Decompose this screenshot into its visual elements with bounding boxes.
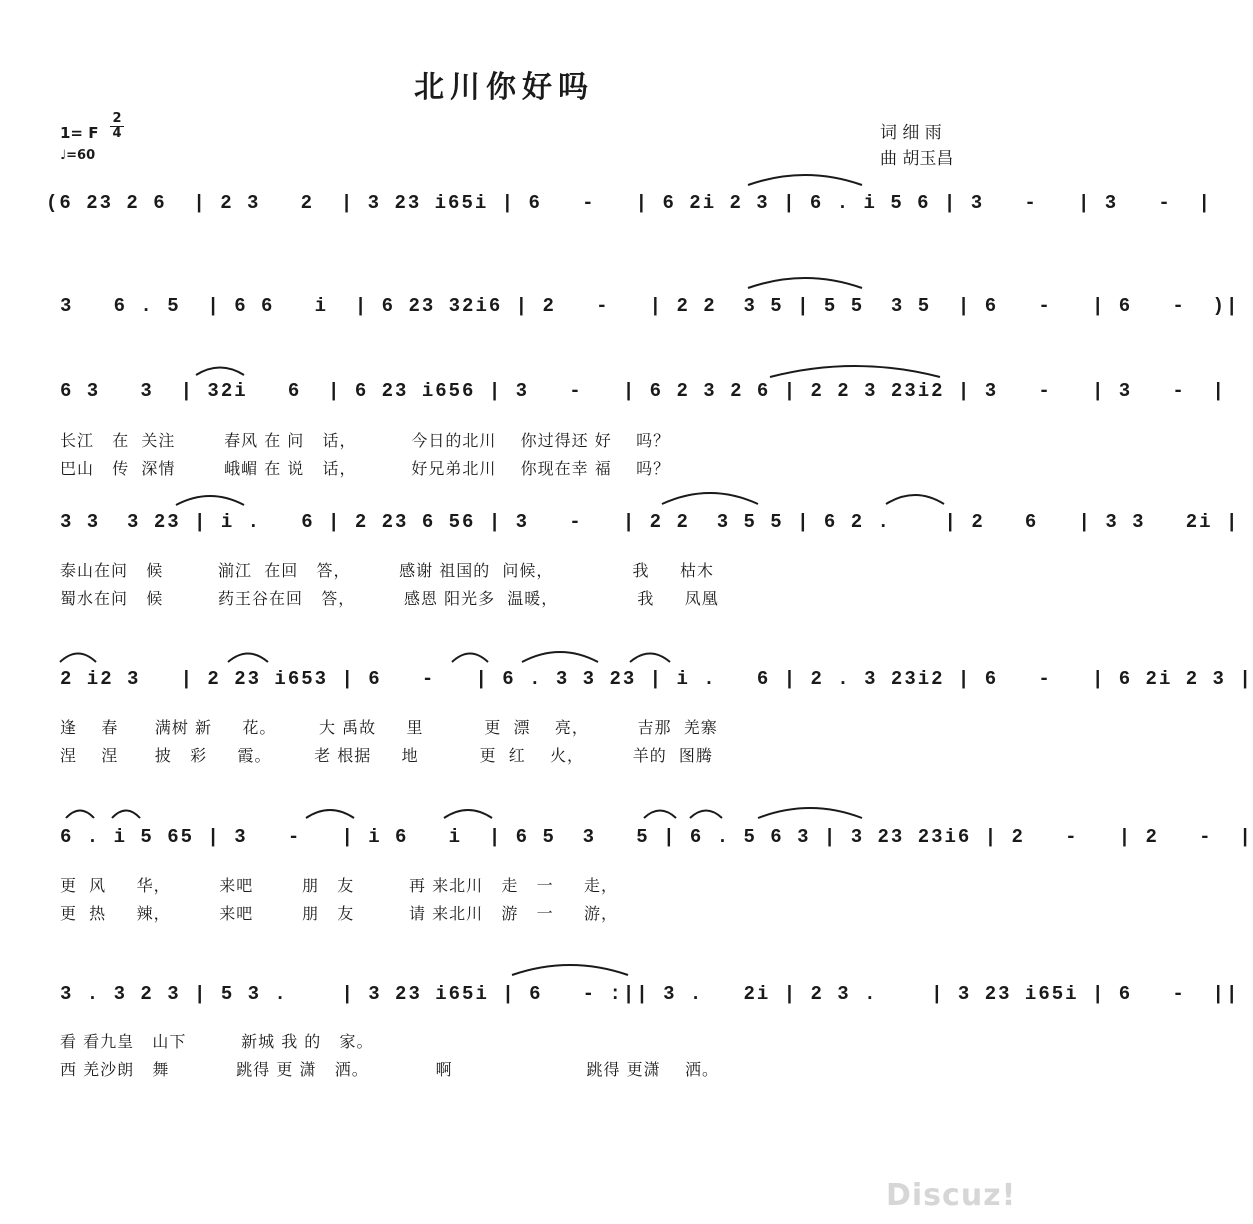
slur (522, 652, 598, 662)
slur (630, 654, 670, 663)
time-signature-bottom: 4 (112, 126, 122, 141)
tempo-marking: ♩=60 (60, 148, 96, 163)
time-signature (110, 112, 124, 141)
staff-7-notes: 3 . 3 2 3 | 5 3 . | 3 23 i65i | 6 - :|| 3 . 2i | 2 3 . | 3 23 i65i | 6 - || (60, 983, 1240, 1005)
slur (196, 368, 244, 376)
slur (748, 175, 862, 185)
staff-5-notes: 2 i2 3 | 2 23 i653 | 6 - | 6 . 3 3 23 | i . 6 | 2 . 3 23i2 | 6 - | 6 2i 2 3 | (60, 668, 1253, 690)
composer-credit: 曲 胡玉昌 (880, 149, 954, 169)
slur (444, 810, 492, 818)
staff-3-notes: 6 3 3 | 32i 6 | 6 23 i656 | 3 - | 6 2 3 2 6 | 2 2 3 23i2 | 3 - | 3 - | (60, 380, 1226, 402)
slur (886, 495, 944, 504)
staff-6-lyric-verse-2: 更 热 辣， 来吧 朋 友 请 来北川 游 一 游， (60, 904, 619, 923)
key-signature: 1= F (60, 124, 99, 142)
staff-4-notes: 3 3 3 23 | i . 6 | 2 23 6 56 | 3 - | 2 2 3 5 5 | 6 2 . | 2 6 | 3 3 2i | (60, 511, 1240, 533)
staff-4-lyric-verse-2: 蜀水在问 候 药王谷在回 答， 感恩 阳光多 温暖， 我 凤凰 (60, 589, 719, 608)
slur (770, 366, 940, 377)
staff-6-notes: 6 . i 5 65 | 3 - | i 6 i | 6 5 3 5 | 6 . 5 6 3 | 3 23 23i6 | 2 - | 2 - | (60, 826, 1253, 848)
slur (748, 278, 862, 288)
slur (66, 811, 94, 819)
credits (880, 120, 953, 172)
staff-7-lyric-verse-2: 西 羌沙朗 舞 跳得 更 潇 洒。 啊 跳得 更潇 洒。 (60, 1060, 719, 1079)
slur (758, 808, 862, 818)
staff-1-notes: (6 23 2 6 | 2 3 2 | 3 23 i65i | 6 - | 6 2i 2 3 | 6 . i 5 6 | 3 - | 3 - | (46, 192, 1212, 214)
slur (644, 811, 676, 819)
slur (512, 965, 628, 975)
staff-7-lyric-verse-1: 看 看九皇 山下 新城 我 的 家。 (60, 1032, 374, 1051)
staff-3-lyric-verse-2: 巴山 传 深情 峨嵋 在 说 话， 好兄弟北川 你现在幸 福 吗？ (60, 459, 671, 478)
slur (176, 496, 244, 505)
time-signature-top: 2 (112, 111, 122, 126)
staff-5-lyric-verse-1: 逢 春 满树 新 花。 大 禹故 里 更 漂 亮， 吉那 羌寨 (60, 718, 718, 737)
staff-5-lyric-verse-2: 涅 涅 披 彩 霞。 老 根据 地 更 红 火， 羊的 图腾 (60, 746, 713, 765)
staff-6-lyric-verse-1: 更 风 华， 来吧 朋 友 再 来北川 走 一 走， (60, 876, 619, 895)
slur (60, 654, 96, 663)
staff-4-lyric-verse-1: 泰山在问 候 湔江 在回 答， 感谢 祖国的 问候， 我 枯木 (60, 561, 714, 580)
slur (690, 811, 722, 819)
song-title: 北川你好吗 (414, 70, 594, 105)
lyricist-credit: 词 细 雨 (880, 123, 942, 143)
slur (662, 493, 758, 504)
watermark: Discuz! (886, 1178, 1017, 1213)
slur (228, 654, 268, 663)
staff-2-notes: 3 6 . 5 | 6 6 i | 6 23 32i6 | 2 - | 2 2 3 5 | 5 5 3 5 | 6 - | 6 - )| (60, 295, 1240, 317)
staff-3-lyric-verse-1: 长江 在 关注 春风 在 问 话， 今日的北川 你过得还 好 吗？ (60, 431, 671, 450)
slur (112, 811, 140, 819)
slur (452, 654, 488, 663)
slur (306, 810, 354, 818)
